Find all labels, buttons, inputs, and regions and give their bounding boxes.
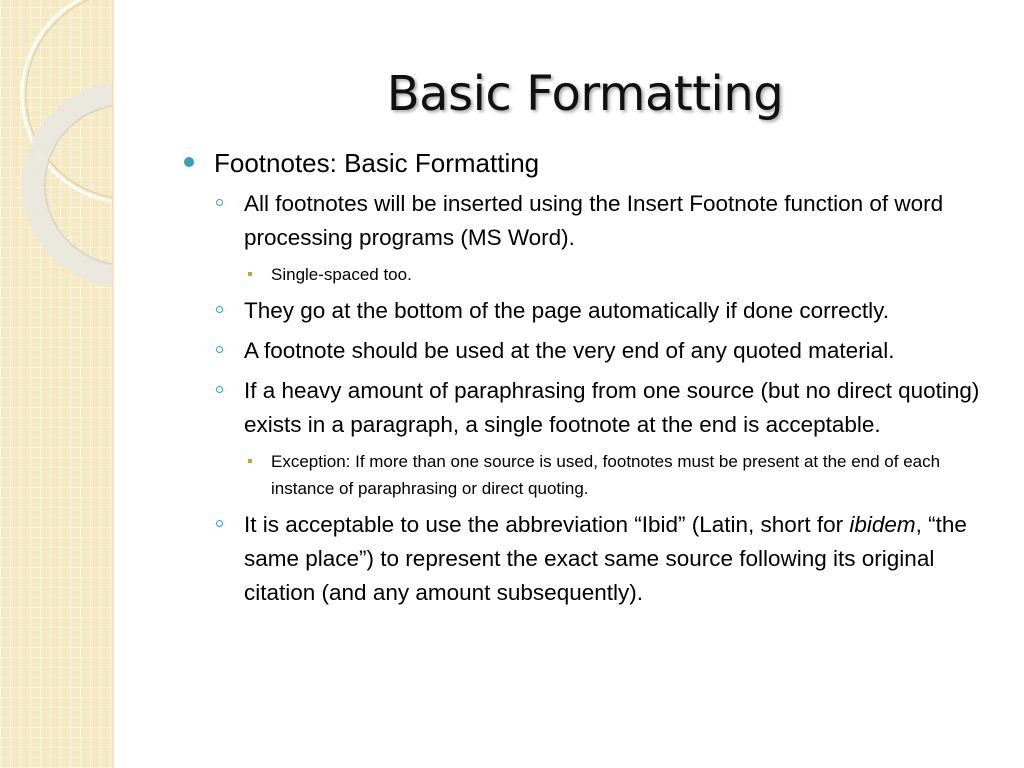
bullet-text-part2: , “the same place”) to represent the exact same source following its original citation (and any amount subsequently).	[244, 512, 967, 605]
bullet-ring-icon	[216, 199, 223, 206]
bullet-text: Footnotes: Basic Formatting	[214, 148, 540, 178]
bullet-level2	[180, 294, 1000, 328]
bullet-level1	[180, 145, 1000, 181]
bullet-level3	[180, 448, 1000, 502]
bullet-text-part1: It is acceptable to use the abbreviation “Ibid” (Latin, short for	[244, 512, 850, 537]
slide-content	[180, 145, 1000, 616]
bullet-ring-icon	[216, 346, 223, 353]
slide-title: Basic Formatting	[386, 66, 784, 122]
bullet-level2	[180, 187, 1000, 255]
bullet-text: If a heavy amount of paraphrasing from one source (but no direct quoting) exists in a paragraph, a single footnote at the end is acceptable.	[244, 378, 980, 437]
decorative-side-panel	[0, 0, 112, 768]
bullet-level3	[180, 261, 1000, 288]
bullet-text: A footnote should be used at the very end of any quoted material.	[244, 338, 895, 363]
bullet-text: All footnotes will be inserted using the Insert Footnote function of word processing programs (MS Word).	[244, 191, 944, 250]
side-panel-divider	[112, 0, 115, 768]
bullet-level2	[180, 508, 1000, 610]
bullet-text: They go at the bottom of the page automatically if done correctly.	[244, 298, 889, 323]
bullet-text-italic: ibidem	[849, 512, 916, 537]
bullet-level2	[180, 374, 1000, 442]
bullet-ring-icon	[216, 386, 223, 393]
bullet-dot-icon	[184, 157, 194, 167]
bullet-square-icon	[248, 459, 252, 463]
decorative-circles-icon	[0, 0, 112, 768]
bullet-text: Exception: If more than one source is used, footnotes must be present at the end of each instance of paraphrasing or direct quoting.	[271, 452, 941, 498]
bullet-square-icon	[248, 272, 252, 276]
bullet-ring-icon	[216, 306, 223, 313]
bullet-ring-icon	[216, 520, 223, 527]
bullet-level2	[180, 334, 1000, 368]
bullet-text: Single-spaced too.	[271, 265, 412, 284]
